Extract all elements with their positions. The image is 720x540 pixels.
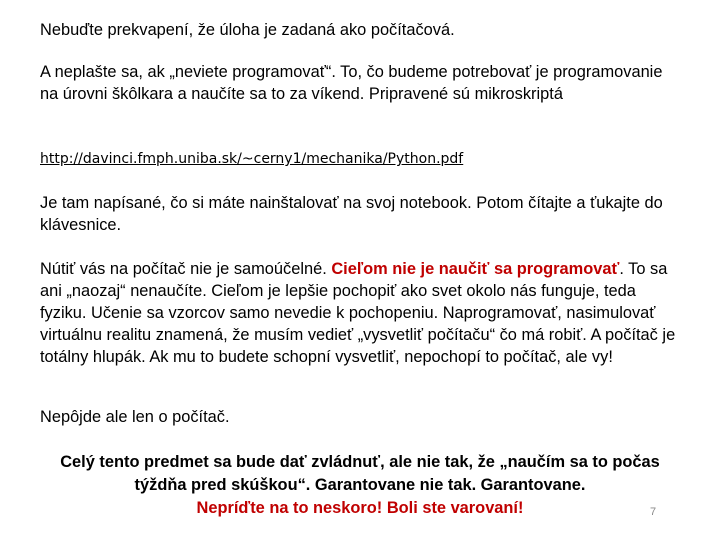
goal-highlight: Cieľom nie je naučiť sa programovať [331,260,620,278]
install-instructions-paragraph: Je tam napísané, čo si máte nainštalovať na svoj notebook. Potom čítajte a ťukajte do klávesnice. [40,194,663,234]
motivation-paragraph [40,258,680,368]
closing-warning: Nepríďte na to neskoro! Boli ste varovaní! [196,499,524,517]
page-number: 7 [650,506,657,518]
motivation-text-start: Nútiť vás na počítač nie je samoúčelné. [40,260,332,278]
not-only-computer-paragraph: Nepôjde ale len o počítač. [40,408,230,426]
scripts-link[interactable]: http://davinci.fmph.uniba.sk/~cerny1/mechanika/Python.pdf [40,151,464,167]
intro-paragraph: Nebuďte prekvapení, že úloha je zadaná ako počítačová. [40,21,455,39]
closing-line: Celý tento predmet sa bude dať zvládnuť, ale nie tak, že „naučím sa to počas týždňa pred skúškou“. Garantovane nie tak. Garantovane. [60,453,660,494]
closing-statement [40,451,680,520]
programming-note-paragraph: A neplašte sa, ak „neviete programovať“. To, čo budeme potrebovať je programovanie na úrovni škôlkara a naučíte sa to za víkend. Pripravené sú mikroskriptá [40,63,663,103]
motivation-text-rest: . To sa ani „naozaj“ nenaučíte. Cieľom je lepšie pochopiť ako svet okolo nás funguje, teda fyziku. Učenie sa vzorcov samo nevedie k pochopeniu. Naprogramovať, nasimulovať virtuálnu realitu znamená, že musím vedieť „vysvetliť počítaču“ čo má robiť. A počítač je totálny hlupák. Ak mu to budete schopní vysvetliť, nepochopí to počítač, ale vy! [40,260,676,366]
